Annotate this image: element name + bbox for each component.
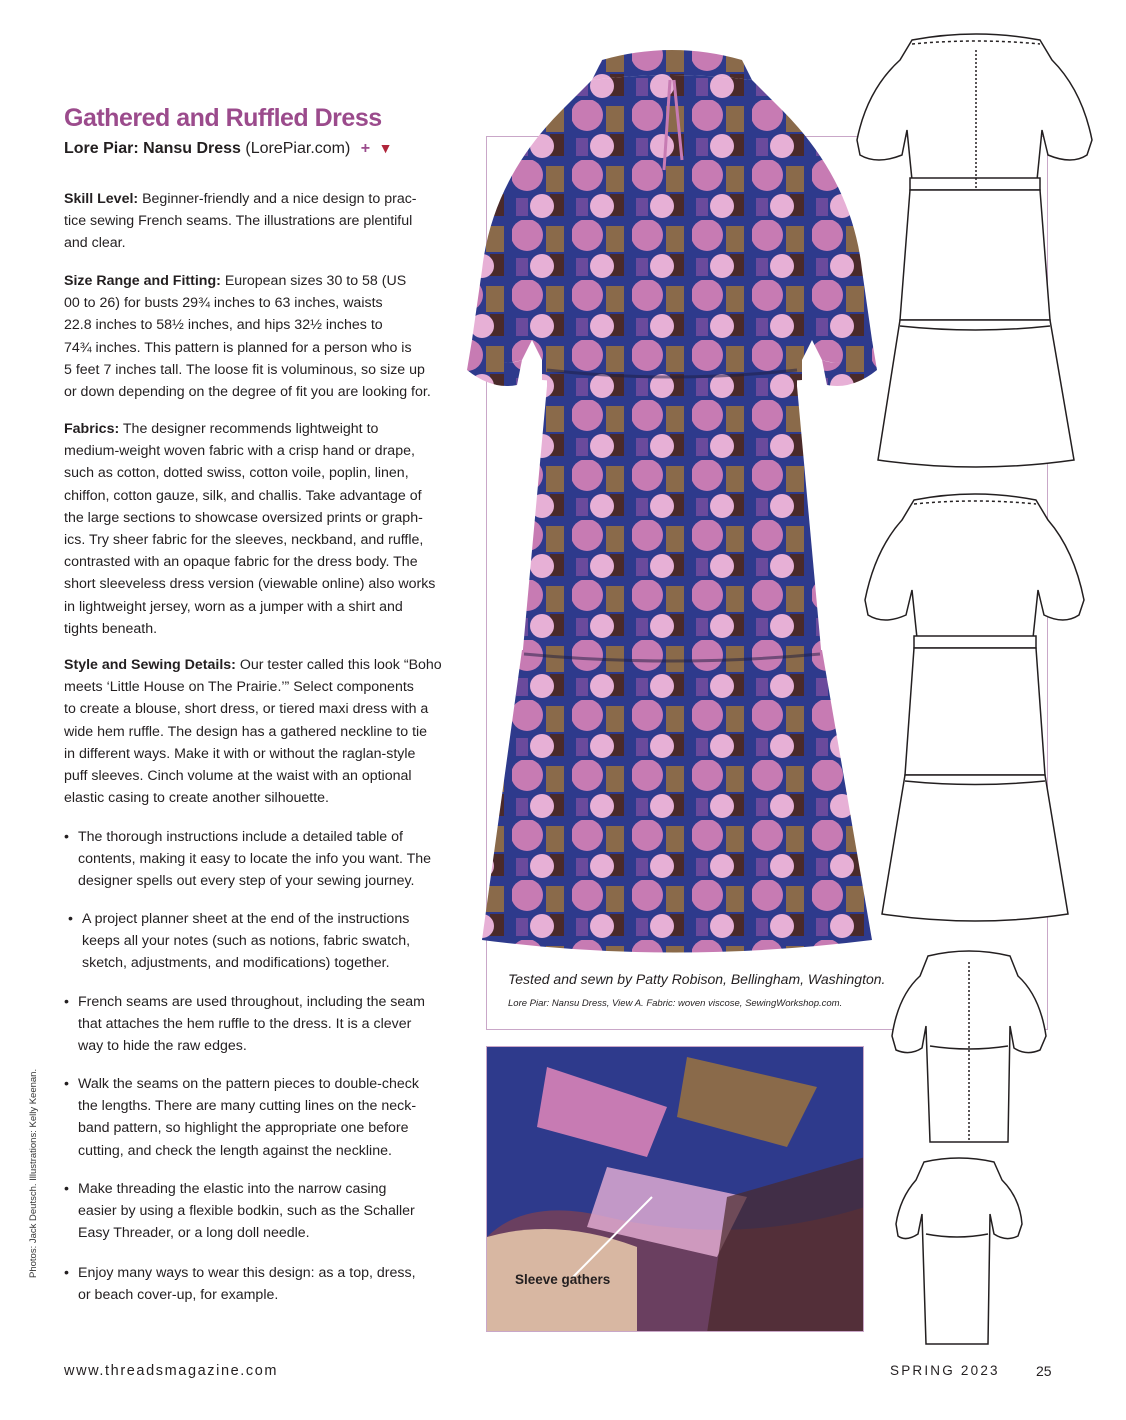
- text-line: 5 feet 7 inches tall. The loose fit is voluminous, so size up: [64, 361, 425, 378]
- fabrics-label: Fabrics:: [64, 421, 120, 437]
- sleeve-detail-illustration: [487, 1047, 864, 1332]
- list-item: [64, 826, 474, 893]
- text-line: French seams are used throughout, including the seam: [78, 994, 426, 1010]
- pattern-subtitle: [64, 140, 392, 158]
- text-line: A project planner sheet at the end of the instructions: [82, 911, 410, 927]
- article-title: Gathered and Ruffled Dress: [64, 104, 382, 132]
- style-details-label: Style and Sewing Details:: [64, 657, 236, 673]
- text-line: contents, making it easy to locate the info you want. The: [78, 851, 432, 868]
- fabric-caption: Lore Piar: Nansu Dress, View A. Fabric: woven viscose, SewingWorkshop.com.: [508, 998, 843, 1009]
- text-line: in lightweight jersey, worn as a jumper with a shirt and: [64, 598, 403, 615]
- text-line: and clear.: [64, 235, 126, 252]
- text-line: ics. Try sheer fabric for the sleeves, neckband, and ruffle,: [64, 532, 424, 549]
- text-line: 22.8 inches to 58½ inches, and hips 32½ inches to: [64, 317, 383, 334]
- text-line: meets ‘Little House on The Prairie.’” Select components: [64, 679, 414, 696]
- list-item: [68, 908, 478, 975]
- technical-drawing-front-maxi: [852, 30, 1100, 476]
- footer-issue: SPRING 2023: [890, 1363, 1000, 1378]
- skill-level-section: [64, 188, 464, 255]
- text-line: The thorough instructions include a detailed table of: [78, 829, 403, 845]
- fabrics-section: [64, 418, 464, 640]
- text-line: medium-weight woven fabric with a crisp hand or drape,: [64, 443, 415, 460]
- text-line: Our tester called this look “Boho: [239, 657, 442, 673]
- text-line: way to hide the raw edges.: [78, 1038, 247, 1055]
- footer-website: www.threadsmagazine.com: [64, 1363, 279, 1379]
- skill-level-label: Skill Level:: [64, 191, 139, 207]
- text-line: tice sewing French seams. The illustrations are plentiful: [64, 213, 413, 230]
- technical-drawing-short-front: [890, 946, 1048, 1146]
- style-details-section: [64, 654, 464, 809]
- text-line: Beginner-friendly and a nice design to prac-: [142, 191, 417, 207]
- text-line: contrasted with an opaque fabric for the dress body. The: [64, 554, 418, 571]
- text-line: band pattern, so highlight the appropriate one before: [78, 1120, 409, 1137]
- text-line: Easy Threader, or a long doll needle.: [78, 1225, 310, 1242]
- sleeve-gathers-label: Sleeve gathers: [515, 1272, 611, 1287]
- text-line: cutting, and check the length against the neckline.: [78, 1142, 392, 1159]
- bullet-icon: •: [64, 994, 69, 1010]
- text-line: such as cotton, dotted swiss, cotton voile, poplin, linen,: [64, 465, 409, 482]
- text-line: Make threading the elastic into the narrow casing: [78, 1181, 387, 1197]
- list-item: [64, 991, 474, 1058]
- size-range-section: [64, 270, 464, 403]
- text-line: keeps all your notes (such as notions, fabric swatch,: [82, 933, 411, 950]
- text-line: the large sections to showcase oversized prints or graph-: [64, 509, 423, 526]
- bullet-icon: •: [64, 1181, 69, 1197]
- text-line: Walk the seams on the pattern pieces to double-check: [78, 1076, 419, 1092]
- text-line: that attaches the hem ruffle to the dress. It is a clever: [78, 1016, 412, 1033]
- text-line: the lengths. There are many cutting lines on the neck-: [78, 1098, 417, 1115]
- text-line: 74¾ inches. This pattern is planned for a person who is: [64, 339, 412, 356]
- size-range-label: Size Range and Fitting:: [64, 273, 221, 289]
- sleeve-detail-photo: [486, 1046, 864, 1332]
- text-line: wide hem ruffle. The design has a gathered neckline to tie: [64, 723, 428, 740]
- bullet-icon: •: [64, 1265, 69, 1281]
- pattern-name: Lore Piar: Nansu Dress: [64, 140, 241, 157]
- text-line: short sleeveless dress version (viewable online) also works: [64, 576, 436, 593]
- text-line: to create a blouse, short dress, or tiered maxi dress with a: [64, 701, 429, 718]
- text-line: or beach cover-up, for example.: [78, 1287, 279, 1304]
- text-line: or down depending on the degree of fit you are looking for.: [64, 384, 431, 401]
- text-line: tights beneath.: [64, 620, 158, 637]
- bullet-icon: •: [64, 829, 69, 845]
- list-item: [64, 1262, 474, 1306]
- text-line: designer spells out every step of your sewing journey.: [78, 873, 415, 890]
- text-line: European sizes 30 to 58 (US: [224, 273, 407, 289]
- text-line: easier by using a flexible bodkin, such as the Schaller: [78, 1203, 415, 1220]
- down-arrow-icon: ▼: [378, 140, 393, 156]
- bullet-icon: •: [64, 1076, 69, 1092]
- technical-drawing-short-back: [894, 1154, 1024, 1350]
- list-item: [64, 1178, 474, 1245]
- photo-credit: Photos: Jack Deutsch. Illustrations: Kelly Keenan.: [28, 1068, 39, 1278]
- plus-icon: +: [360, 140, 371, 157]
- text-line: in different ways. Make it with or without the raglan-style: [64, 745, 416, 762]
- list-item: [64, 1073, 474, 1162]
- pattern-website: (LorePiar.com): [245, 140, 351, 157]
- text-line: The designer recommends lightweight to: [122, 421, 379, 437]
- text-line: elastic casing to create another silhouette.: [64, 790, 329, 807]
- technical-drawing-back-maxi: [862, 490, 1088, 930]
- text-line: chiffon, cotton gauze, silk, and challis. Take advantage of: [64, 487, 422, 504]
- text-line: 00 to 26) for busts 29¾ inches to 63 inches, waists: [64, 295, 383, 312]
- dress-photo: [452, 40, 892, 960]
- bullet-icon: •: [68, 911, 73, 927]
- page-number: 25: [1036, 1363, 1052, 1379]
- text-line: sketch, adjustments, and modifications) together.: [82, 955, 390, 972]
- text-line: puff sleeves. Cinch volume at the waist with an optional: [64, 768, 412, 785]
- photo-caption: Tested and sewn by Patty Robison, Bellingham, Washington.: [508, 971, 886, 987]
- text-line: Enjoy many ways to wear this design: as a top, dress,: [78, 1265, 416, 1281]
